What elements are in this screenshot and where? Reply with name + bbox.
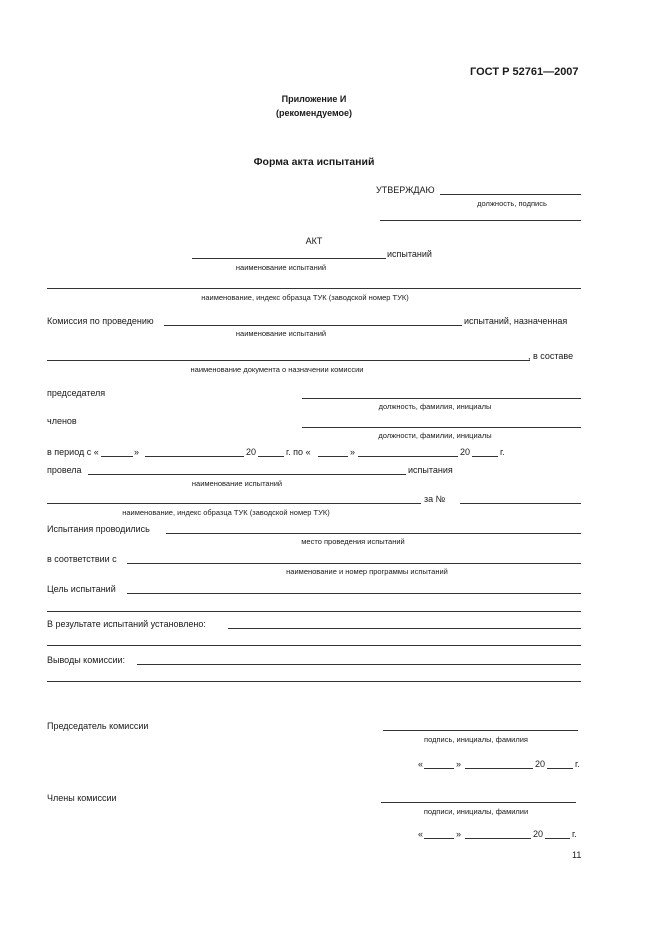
act-title: АКТ [305, 236, 323, 246]
members-line [302, 427, 581, 428]
commission-caption-name: наименование испытаний [235, 329, 327, 338]
sample-line [47, 503, 421, 504]
date2-day-line [424, 838, 454, 839]
approve-caption: должность, подпись [477, 199, 547, 208]
conclusions-label: Выводы комиссии: [47, 655, 125, 665]
page-number: 11 [572, 850, 582, 860]
period-end: г. [500, 447, 505, 457]
accordance-caption: наименование и номер программы испытаний [286, 567, 448, 576]
conducted-label: провела [47, 465, 82, 475]
act-caption-name: наименование испытаний [235, 263, 327, 272]
accordance-label: в соответствии с [47, 554, 117, 564]
date1-close: » [456, 759, 462, 769]
act-name-line [192, 258, 386, 259]
period-year-2: 20 [460, 447, 471, 457]
period-year2-line [472, 456, 498, 457]
commission-doc-line [47, 360, 530, 361]
act-tail: испытаний [387, 249, 432, 259]
date2-month-line [465, 838, 531, 839]
period-close-quote-2: » [350, 447, 356, 457]
sample-caption: наименование, индекс образца ТУК (заводской номер ТУК) [122, 508, 330, 517]
approve-label: УТВЕРЖДАЮ [376, 185, 435, 195]
chair-label: председателя [47, 388, 106, 398]
date2-end: г. [572, 829, 577, 839]
chair-caption: должность, фамилия, инициалы [378, 402, 492, 411]
results-line-2 [47, 645, 581, 646]
approve-line-2 [380, 220, 581, 221]
period-day-line [101, 456, 133, 457]
sign-chair-line [383, 730, 578, 731]
chair-line [302, 398, 581, 399]
conducted-tail: испытания [408, 465, 453, 475]
date2-year: 20 [533, 829, 544, 839]
sign-members-label: Члены комиссии [47, 793, 117, 803]
date2-year-line [545, 838, 570, 839]
purpose-line-2 [47, 611, 581, 612]
approve-line [440, 194, 581, 195]
standard-number: ГОСТ Р 52761—2007 [470, 66, 579, 78]
place-label: Испытания проводились [47, 524, 150, 534]
period-year: 20 [246, 447, 257, 457]
commission-label: Комиссия по проведению [47, 316, 154, 326]
commission-name-line [164, 325, 462, 326]
conclusions-line-2 [47, 681, 581, 682]
sign-chair-label: Председатель комиссии [47, 721, 149, 731]
period-by: г. по « [286, 447, 311, 457]
date1-month-line [465, 768, 533, 769]
commission-tail: испытаний, назначенная [464, 316, 568, 326]
period-month-line [145, 456, 244, 457]
date1-year-line [547, 768, 573, 769]
members-caption: должности, фамилии, инициалы [378, 431, 492, 440]
commission-caption-doc: наименование документа о назначении комиссии [190, 365, 364, 374]
form-title: Форма акта испытаний [253, 156, 375, 168]
act-caption-sample: наименование, индекс образца ТУК (заводской номер ТУК) [201, 293, 409, 302]
sample-number-line [460, 503, 581, 504]
commission-composition: , в составе [528, 351, 574, 361]
period-day2-line [318, 456, 348, 457]
sign-members-caption: подписи, инициалы, фамилии [423, 807, 529, 816]
sample-no-label: за № [424, 494, 446, 504]
members-label: членов [47, 416, 77, 426]
purpose-label: Цель испытаний [47, 584, 116, 594]
date1-year: 20 [535, 759, 546, 769]
sign-chair-caption: подпись, инициалы, фамилия [424, 735, 528, 744]
conclusions-line [137, 664, 581, 665]
place-caption: место проведения испытаний [301, 537, 405, 546]
date1-end: г. [575, 759, 580, 769]
period-year-line [258, 456, 284, 457]
date2-close: » [456, 829, 462, 839]
results-label: В результате испытаний установлено: [47, 619, 206, 629]
period-close-quote: » [134, 447, 140, 457]
conducted-caption: наименование испытаний [191, 479, 283, 488]
date1-day-line [424, 768, 454, 769]
conducted-line [88, 474, 406, 475]
sign-members-line [381, 802, 576, 803]
annex-status: (рекомендуемое) [276, 108, 352, 118]
accordance-line [127, 563, 581, 564]
period-prefix: в период с « [47, 447, 99, 457]
act-sample-line [47, 288, 581, 289]
place-line [166, 533, 581, 534]
date2-open: « [418, 829, 424, 839]
results-line [228, 628, 581, 629]
annex-title: Приложение И [281, 94, 347, 104]
period-month2-line [358, 456, 458, 457]
purpose-line [127, 593, 581, 594]
date1-open: « [418, 759, 424, 769]
